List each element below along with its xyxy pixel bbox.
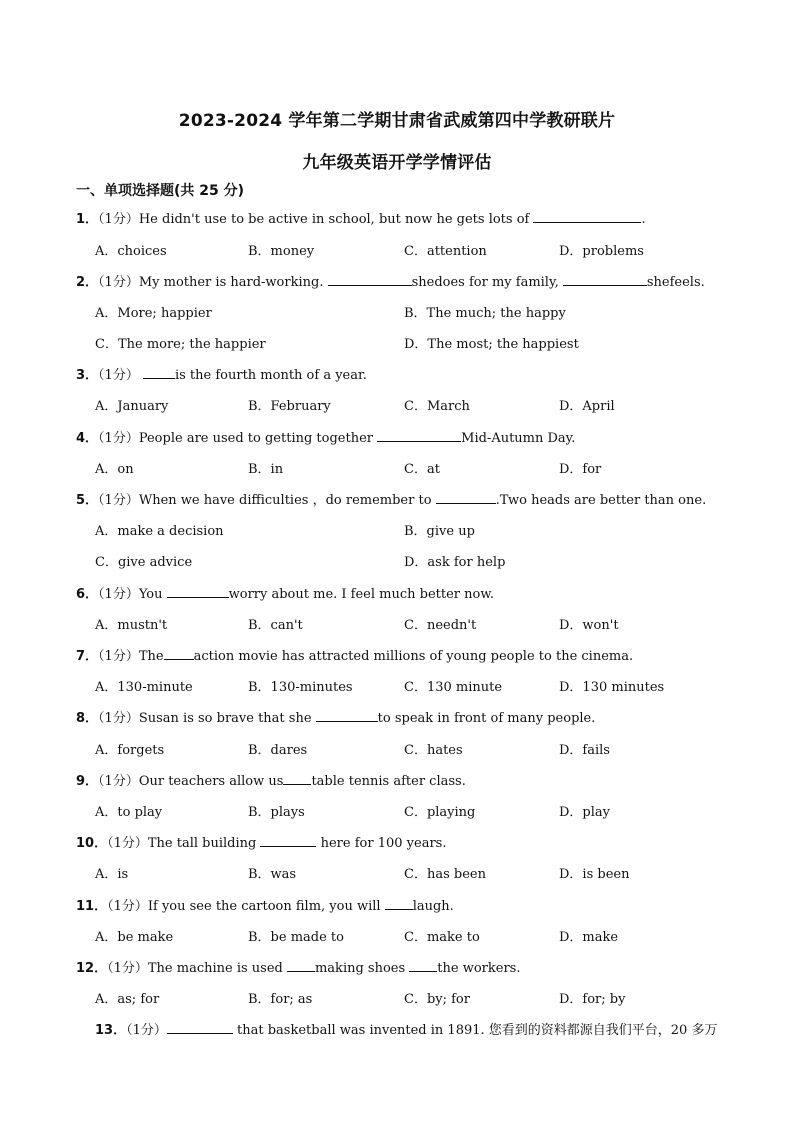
question-number: 8．: [76, 711, 99, 726]
answer-blank: [328, 273, 412, 286]
question-score: （1分）: [107, 961, 148, 976]
answer-blank: [287, 959, 315, 972]
option-d: D．make: [559, 930, 619, 945]
option-a: A．130-minute: [95, 680, 193, 695]
option-c: C．hates: [404, 743, 463, 758]
question-11: [76, 895, 454, 914]
question-score: （1分）: [98, 587, 139, 602]
option-d: D．fails: [559, 743, 610, 758]
question-score: （1分）: [107, 899, 148, 914]
question-score: （1分）: [98, 493, 139, 508]
option-a: A．make a decision: [95, 524, 224, 539]
option-a: A．as; for: [95, 992, 160, 1007]
question-text: The machine is used: [147, 961, 287, 976]
question-score: （1分）: [98, 711, 139, 726]
question-text: My mother is hard-working.: [138, 275, 328, 290]
answer-blank: [316, 709, 378, 722]
section-heading: 一、单项选择题(共 25 分): [76, 183, 245, 199]
question-text: here for 100 years.: [316, 836, 447, 851]
option-d: D．April: [559, 399, 615, 414]
option-d: D．won't: [559, 618, 619, 633]
option-b: B．in: [248, 462, 284, 477]
question-text: You: [138, 587, 167, 602]
answer-blank: [260, 834, 316, 847]
exam-title-line2: 九年级英语开学学情评估: [302, 153, 492, 173]
question-text: .: [641, 212, 646, 227]
question-2: [76, 271, 705, 290]
question-text: table tennis after class.: [311, 774, 466, 789]
option-c: C．at: [404, 462, 440, 477]
option-b: B．The much; the happy: [404, 306, 566, 321]
question-text: laugh.: [412, 899, 454, 914]
option-a: A．More; happier: [95, 306, 212, 321]
answer-blank: [533, 210, 641, 223]
answer-blank: [167, 585, 229, 598]
question-text: Susan is so brave that she: [138, 711, 316, 726]
question-text: When we have difficulties ，do remember to: [138, 493, 436, 508]
question-score: （1分）: [98, 649, 139, 664]
question-number: 1．: [76, 212, 99, 227]
option-a: A．choices: [95, 244, 167, 259]
option-b: B．dares: [248, 743, 308, 758]
option-d: D．play: [559, 805, 610, 820]
question-12: [76, 957, 520, 976]
option-b: B．give up: [404, 524, 475, 539]
option-c: C．March: [404, 399, 470, 414]
question-score: （1分）: [107, 836, 148, 851]
question-4: [76, 427, 575, 446]
option-c: C．has been: [404, 867, 486, 882]
question-text: shefeels.: [646, 275, 705, 290]
question-number: 7．: [76, 649, 99, 664]
question-text: action movie has attracted millions of young people to the cinema.: [193, 649, 634, 664]
option-a: A．forgets: [95, 743, 165, 758]
question-8: [76, 707, 595, 726]
option-b: B．can't: [248, 618, 303, 633]
exam-title-line1: 2023-2024 学年第二学期甘肃省武威第四中学教研联片: [178, 111, 616, 131]
option-b: B．was: [248, 867, 297, 882]
option-d: D．ask for help: [404, 555, 506, 570]
option-a: A．to play: [95, 805, 163, 820]
option-b: B．money: [248, 244, 315, 259]
question-number: 11．: [76, 899, 108, 914]
question-text: is the fourth month of a year.: [174, 368, 367, 383]
option-c: C．playing: [404, 805, 476, 820]
option-d: D．for; by: [559, 992, 626, 1007]
question-score: （1分）: [98, 431, 139, 446]
question-text: worry about me. I feel much better now.: [228, 587, 495, 602]
option-d: D．130 minutes: [559, 680, 665, 695]
answer-blank: [563, 273, 647, 286]
question-number: 12．: [76, 961, 108, 976]
question-score: （1分）: [126, 1023, 167, 1038]
option-a: A．January: [95, 399, 169, 414]
question-5: [76, 489, 706, 508]
option-c: C．130 minute: [404, 680, 503, 695]
question-text: the workers.: [437, 961, 521, 976]
question-text: The tall building: [147, 836, 261, 851]
question-text: He didn't use to be active in school, but now he gets lots of: [138, 212, 534, 227]
option-d: D．The most; the happiest: [404, 337, 579, 352]
option-b: B．be made to: [248, 930, 344, 945]
question-1: [76, 208, 646, 227]
answer-blank: [409, 959, 437, 972]
answer-blank: [377, 429, 461, 442]
answer-blank: [167, 1021, 233, 1034]
question-number: 3．: [76, 368, 99, 383]
question-text: shedoes for my family,: [411, 275, 563, 290]
question-number: 13．: [95, 1023, 127, 1038]
question-text: making shoes: [314, 961, 410, 976]
question-number: 5．: [76, 493, 99, 508]
question-text: The: [138, 649, 164, 664]
question-text: Mid-Autumn Day.: [461, 431, 576, 446]
question-text: .Two heads are better than one.: [495, 493, 707, 508]
answer-blank: [143, 366, 175, 379]
question-9: [76, 770, 466, 789]
question-score: （1分）: [98, 212, 139, 227]
question-score: （1分）: [98, 275, 139, 290]
option-a: A．is: [95, 867, 129, 882]
question-text: Our teachers allow us: [138, 774, 284, 789]
question-number: 4．: [76, 431, 99, 446]
question-7: [76, 645, 633, 664]
question-13: [95, 1019, 717, 1038]
answer-blank: [164, 647, 194, 660]
question-text: to speak in front of many people.: [377, 711, 596, 726]
answer-blank: [283, 772, 311, 785]
question-10: [76, 832, 446, 851]
option-c: C．needn't: [404, 618, 477, 633]
option-c: C．make to: [404, 930, 480, 945]
option-d: D．problems: [559, 244, 644, 259]
question-text: If you see the cartoon film, you will: [147, 899, 385, 914]
question-number: 6．: [76, 587, 99, 602]
question-3: [76, 364, 367, 383]
option-a: A．on: [95, 462, 134, 477]
answer-blank: [436, 491, 496, 504]
option-c: C．The more; the happier: [95, 337, 266, 352]
option-b: B．for; as: [248, 992, 313, 1007]
option-b: B．February: [248, 399, 331, 414]
option-b: B．130-minutes: [248, 680, 353, 695]
question-number: 2．: [76, 275, 99, 290]
option-b: B．plays: [248, 805, 305, 820]
question-score: （1分）: [98, 368, 139, 383]
option-c: C．attention: [404, 244, 487, 259]
option-c: C．by; for: [404, 992, 470, 1007]
question-number: 10．: [76, 836, 108, 851]
question-6: [76, 583, 494, 602]
option-c: C．give advice: [95, 555, 193, 570]
option-d: D．for: [559, 462, 602, 477]
option-d: D．is been: [559, 867, 630, 882]
question-text: that basketball was invented in 1891. 您看到的资料都源自我们平台，20 多万: [232, 1023, 718, 1038]
question-number: 9．: [76, 774, 99, 789]
question-score: （1分）: [98, 774, 139, 789]
answer-blank: [385, 897, 413, 910]
option-a: A．be make: [95, 930, 174, 945]
option-a: A．mustn't: [95, 618, 168, 633]
question-text: People are used to getting together: [138, 431, 378, 446]
